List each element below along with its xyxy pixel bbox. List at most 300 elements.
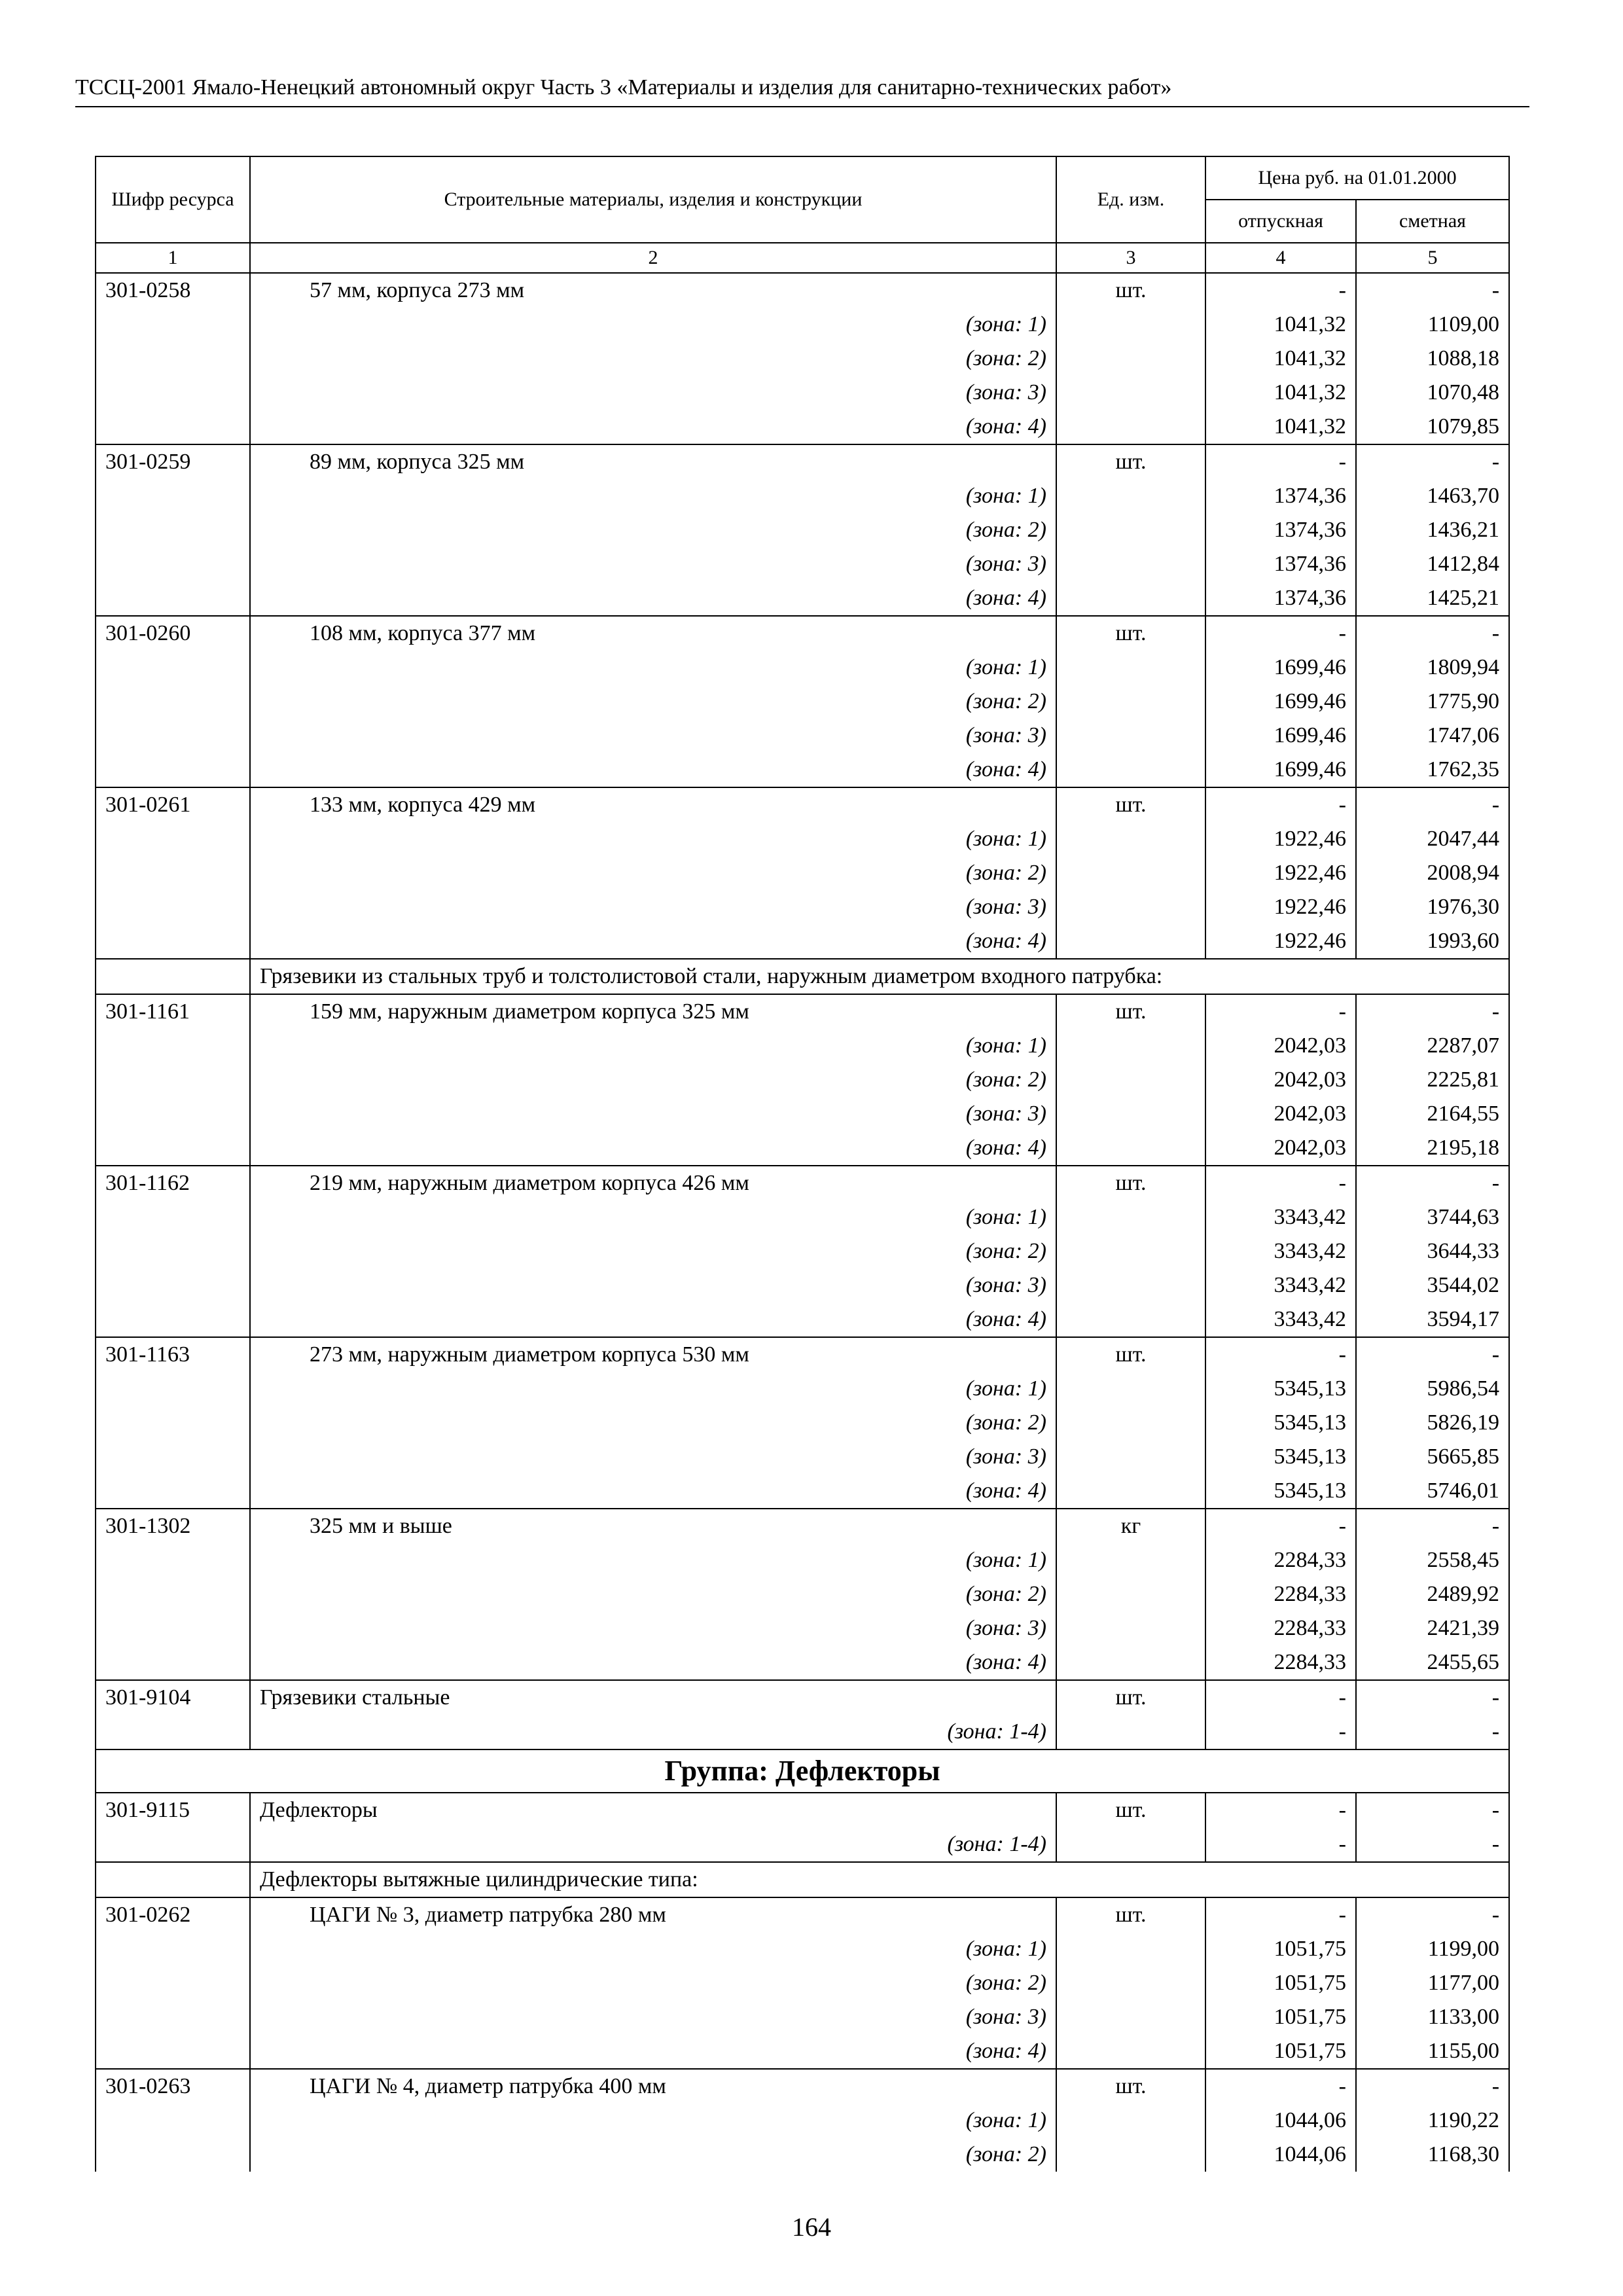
release-price: 1374,36 <box>1205 479 1356 513</box>
resource-code-empty <box>96 1440 250 1474</box>
unit-empty <box>1056 342 1205 376</box>
zone-label: (зона: 1) <box>250 1543 1056 1577</box>
release-price: 1051,75 <box>1205 1932 1356 1966</box>
release-price: 1041,32 <box>1205 308 1356 342</box>
unit-empty <box>1056 651 1205 685</box>
resource-code-empty <box>96 581 250 616</box>
estimate-price: 1168,30 <box>1356 2138 1509 2172</box>
estimate-price: 2421,39 <box>1356 1611 1509 1645</box>
resource-code-empty <box>96 513 250 547</box>
table-row-zone <box>96 651 1509 685</box>
column-number: 5 <box>1356 243 1509 273</box>
table-row-zone <box>96 822 1509 856</box>
release-price: - <box>1205 1793 1356 1827</box>
estimate-price: 1775,90 <box>1356 685 1509 719</box>
unit-empty <box>1056 753 1205 787</box>
resource-code-empty <box>96 685 250 719</box>
release-price: 2042,03 <box>1205 1029 1356 1063</box>
unit-empty <box>1056 822 1205 856</box>
unit-empty <box>1056 890 1205 924</box>
release-price: 1699,46 <box>1205 651 1356 685</box>
header-rule <box>75 106 1529 107</box>
resource-code-empty <box>96 1131 250 1166</box>
unit-empty <box>1056 1097 1205 1131</box>
table-row-zone <box>96 581 1509 616</box>
release-price: 1374,36 <box>1205 581 1356 616</box>
release-price: 5345,13 <box>1205 1440 1356 1474</box>
estimate-price: 2287,07 <box>1356 1029 1509 1063</box>
table-row-zone <box>96 890 1509 924</box>
release-price: - <box>1205 444 1356 479</box>
table-row-item <box>96 1680 1509 1715</box>
table-row-zone <box>96 1302 1509 1337</box>
table-row-zone <box>96 376 1509 410</box>
estimate-price: 1177,00 <box>1356 1966 1509 2000</box>
estimate-price: 2489,92 <box>1356 1577 1509 1611</box>
zone-label: (зона: 2) <box>250 1234 1056 1268</box>
unit-empty <box>1056 513 1205 547</box>
unit-empty <box>1056 1474 1205 1509</box>
estimate-price: - <box>1356 1166 1509 1200</box>
zone-label: (зона: 2) <box>250 513 1056 547</box>
table-row-zone <box>96 1932 1509 1966</box>
release-price: 2284,33 <box>1205 1543 1356 1577</box>
table-row-zone <box>96 479 1509 513</box>
unit: шт. <box>1056 1337 1205 1372</box>
estimate-price: - <box>1356 1793 1509 1827</box>
unit-empty <box>1056 1029 1205 1063</box>
resource-code-empty <box>96 1302 250 1337</box>
resource-code-empty <box>96 1234 250 1268</box>
zone-label: (зона: 1) <box>250 1372 1056 1406</box>
release-price: - <box>1205 2069 1356 2104</box>
estimate-price: 2047,44 <box>1356 822 1509 856</box>
resource-code-empty <box>96 410 250 444</box>
estimate-price: 1463,70 <box>1356 479 1509 513</box>
estimate-price: 1436,21 <box>1356 513 1509 547</box>
resource-code: 301-1162 <box>96 1166 250 1200</box>
zone-label: (зона: 4) <box>250 1131 1056 1166</box>
resource-code: 301-1161 <box>96 994 250 1029</box>
zone-label: (зона: 3) <box>250 2000 1056 2034</box>
estimate-price: - <box>1356 1827 1509 1862</box>
unit: кг <box>1056 1509 1205 1543</box>
table-row-zone <box>96 924 1509 959</box>
estimate-price: 5746,01 <box>1356 1474 1509 1509</box>
release-price: 1374,36 <box>1205 547 1356 581</box>
table-row-item <box>96 1166 1509 1200</box>
zone-label: (зона: 1) <box>250 1029 1056 1063</box>
release-price: 1044,06 <box>1205 2138 1356 2172</box>
unit: шт. <box>1056 1897 1205 1932</box>
estimate-price: 2195,18 <box>1356 1131 1509 1166</box>
unit-empty <box>1056 1966 1205 2000</box>
zone-label: (зона: 4) <box>250 1645 1056 1680</box>
resource-code-empty <box>96 1577 250 1611</box>
header-release: отпускная <box>1205 200 1356 243</box>
zone-label: (зона: 4) <box>250 581 1056 616</box>
release-price: - <box>1205 1337 1356 1372</box>
unit-empty <box>1056 1131 1205 1166</box>
release-price: 1922,46 <box>1205 890 1356 924</box>
resource-code-empty <box>96 856 250 890</box>
material-name: 159 мм, наружным диаметром корпуса 325 мм <box>250 994 1056 1029</box>
resource-code: 301-1163 <box>96 1337 250 1372</box>
table-row-zone <box>96 1474 1509 1509</box>
unit-empty <box>1056 1577 1205 1611</box>
release-price: 5345,13 <box>1205 1474 1356 1509</box>
resource-code-empty <box>96 719 250 753</box>
estimate-price: 3744,63 <box>1356 1200 1509 1234</box>
table-row-zone <box>96 1200 1509 1234</box>
estimate-price: 2225,81 <box>1356 1063 1509 1097</box>
price-table <box>95 156 1510 2172</box>
resource-code-empty <box>96 2104 250 2138</box>
release-price: - <box>1205 1827 1356 1862</box>
column-number: 1 <box>96 243 250 273</box>
resource-code: 301-0259 <box>96 444 250 479</box>
resource-code: 301-0263 <box>96 2069 250 2104</box>
material-name: Дефлекторы <box>250 1793 1056 1827</box>
table-row-zone <box>96 2034 1509 2069</box>
zone-label: (зона: 3) <box>250 1440 1056 1474</box>
unit: шт. <box>1056 444 1205 479</box>
zone-label: (зона: 3) <box>250 1611 1056 1645</box>
resource-code-empty <box>96 1372 250 1406</box>
resource-code: 301-0260 <box>96 616 250 651</box>
resource-code-empty <box>96 1543 250 1577</box>
zone-label: (зона: 2) <box>250 2138 1056 2172</box>
estimate-price: 1762,35 <box>1356 753 1509 787</box>
resource-code: 301-9104 <box>96 1680 250 1715</box>
table-row-zone <box>96 1372 1509 1406</box>
table-row-item <box>96 787 1509 822</box>
table-row-zone <box>96 1268 1509 1302</box>
estimate-price: 1747,06 <box>1356 719 1509 753</box>
table-row-zone <box>96 1063 1509 1097</box>
unit-empty <box>1056 1234 1205 1268</box>
unit-empty <box>1056 2034 1205 2069</box>
column-number: 2 <box>250 243 1056 273</box>
table-row-zone <box>96 685 1509 719</box>
header-name: Строительные материалы, изделия и конструкции <box>250 156 1056 243</box>
release-price: - <box>1205 1166 1356 1200</box>
unit-empty <box>1056 1063 1205 1097</box>
material-name: 89 мм, корпуса 325 мм <box>250 444 1056 479</box>
estimate-price: 5826,19 <box>1356 1406 1509 1440</box>
resource-code-empty <box>96 1097 250 1131</box>
estimate-price: 3644,33 <box>1356 1234 1509 1268</box>
material-name: 108 мм, корпуса 377 мм <box>250 616 1056 651</box>
table-row-item <box>96 1897 1509 1932</box>
header-unit: Ед. изм. <box>1056 156 1205 243</box>
unit: шт. <box>1056 616 1205 651</box>
resource-code-empty <box>96 1474 250 1509</box>
zone-label: (зона: 1) <box>250 1932 1056 1966</box>
zone-label: (зона: 4) <box>250 2034 1056 2069</box>
unit-empty <box>1056 308 1205 342</box>
page-number: 164 <box>792 2212 831 2242</box>
unit-empty <box>1056 1302 1205 1337</box>
unit-empty <box>1056 1200 1205 1234</box>
resource-code-empty <box>96 1715 250 1749</box>
zone-label: (зона: 2) <box>250 342 1056 376</box>
estimate-price: 2008,94 <box>1356 856 1509 890</box>
unit-empty <box>1056 719 1205 753</box>
release-price: 1922,46 <box>1205 822 1356 856</box>
table-row-item <box>96 616 1509 651</box>
resource-code-empty <box>96 1932 250 1966</box>
release-price: 2042,03 <box>1205 1097 1356 1131</box>
table-row-zone <box>96 1827 1509 1862</box>
unit-empty <box>1056 1440 1205 1474</box>
estimate-price: 1070,48 <box>1356 376 1509 410</box>
estimate-price: - <box>1356 1680 1509 1715</box>
release-price: - <box>1205 616 1356 651</box>
table-row-item <box>96 2069 1509 2104</box>
zone-label: (зона: 1) <box>250 822 1056 856</box>
table-row-zone <box>96 856 1509 890</box>
group-title: Группа: Дефлекторы <box>96 1749 1509 1793</box>
estimate-price: 1088,18 <box>1356 342 1509 376</box>
estimate-price: 2558,45 <box>1356 1543 1509 1577</box>
estimate-price: 1155,00 <box>1356 2034 1509 2069</box>
zone-label: (зона: 1-4) <box>250 1827 1056 1862</box>
table-row-zone <box>96 2138 1509 2172</box>
estimate-price: 1976,30 <box>1356 890 1509 924</box>
table-body <box>96 273 1509 2172</box>
table-row-zone <box>96 513 1509 547</box>
zone-label: (зона: 4) <box>250 1302 1056 1337</box>
unit-empty <box>1056 2000 1205 2034</box>
release-price: 1922,46 <box>1205 856 1356 890</box>
release-price: 1051,75 <box>1205 1966 1356 2000</box>
unit-empty <box>1056 1932 1205 1966</box>
resource-code-empty <box>96 1200 250 1234</box>
resource-code-empty <box>96 1862 250 1897</box>
table-row-zone <box>96 1234 1509 1268</box>
page-header: ТССЦ-2001 Ямало-Ненецкий автономный округ Часть 3 «Материалы и изделия для санитарно-технических работ» <box>75 75 1172 99</box>
resource-code-empty <box>96 547 250 581</box>
unit-empty <box>1056 376 1205 410</box>
table-row-subheading <box>96 1862 1509 1897</box>
table-row-zone <box>96 1406 1509 1440</box>
header-estimate: сметная <box>1356 200 1509 243</box>
estimate-price: - <box>1356 1897 1509 1932</box>
resource-code-empty <box>96 1611 250 1645</box>
release-price: 1051,75 <box>1205 2000 1356 2034</box>
resource-code-empty <box>96 890 250 924</box>
unit-empty <box>1056 479 1205 513</box>
zone-label: (зона: 4) <box>250 753 1056 787</box>
zone-label: (зона: 1) <box>250 308 1056 342</box>
release-price: 3343,42 <box>1205 1234 1356 1268</box>
unit-empty <box>1056 547 1205 581</box>
zone-label: (зона: 2) <box>250 1577 1056 1611</box>
material-name: ЦАГИ № 4, диаметр патрубка 400 мм <box>250 2069 1056 2104</box>
table-row-zone <box>96 2104 1509 2138</box>
zone-label: (зона: 4) <box>250 1474 1056 1509</box>
estimate-price: 5986,54 <box>1356 1372 1509 1406</box>
resource-code-empty <box>96 2000 250 2034</box>
unit-empty <box>1056 1715 1205 1749</box>
table-row-item <box>96 994 1509 1029</box>
resource-code-empty <box>96 1406 250 1440</box>
resource-code-empty <box>96 1268 250 1302</box>
table-row-zone <box>96 1543 1509 1577</box>
release-price: 1699,46 <box>1205 753 1356 787</box>
resource-code-empty <box>96 1029 250 1063</box>
resource-code: 301-9115 <box>96 1793 250 1827</box>
estimate-price: 1133,00 <box>1356 2000 1509 2034</box>
release-price: 5345,13 <box>1205 1406 1356 1440</box>
estimate-price: - <box>1356 1509 1509 1543</box>
table-row-subheading <box>96 959 1509 994</box>
estimate-price: 1993,60 <box>1356 924 1509 959</box>
zone-label: (зона: 2) <box>250 1966 1056 2000</box>
column-number: 3 <box>1056 243 1205 273</box>
unit-empty <box>1056 1372 1205 1406</box>
estimate-price: 1190,22 <box>1356 2104 1509 2138</box>
zone-label: (зона: 1) <box>250 2104 1056 2138</box>
resource-code-empty <box>96 959 250 994</box>
zone-label: (зона: 3) <box>250 890 1056 924</box>
zone-label: (зона: 1) <box>250 479 1056 513</box>
table-row-item <box>96 1337 1509 1372</box>
estimate-price: 1425,21 <box>1356 581 1509 616</box>
zone-label: (зона: 3) <box>250 1097 1056 1131</box>
zone-label: (зона: 2) <box>250 685 1056 719</box>
release-price: 1374,36 <box>1205 513 1356 547</box>
zone-label: (зона: 1-4) <box>250 1715 1056 1749</box>
release-price: 2042,03 <box>1205 1063 1356 1097</box>
estimate-price: - <box>1356 1715 1509 1749</box>
unit-empty <box>1056 1645 1205 1680</box>
resource-code-empty <box>96 2034 250 2069</box>
estimate-price: 2455,65 <box>1356 1645 1509 1680</box>
table-row-zone <box>96 1097 1509 1131</box>
unit-empty <box>1056 581 1205 616</box>
zone-label: (зона: 4) <box>250 924 1056 959</box>
unit-empty <box>1056 2138 1205 2172</box>
resource-code-empty <box>96 1966 250 2000</box>
estimate-price: 1079,85 <box>1356 410 1509 444</box>
table-row-zone <box>96 1440 1509 1474</box>
table-row-zone <box>96 547 1509 581</box>
resource-code-empty <box>96 822 250 856</box>
release-price: 1044,06 <box>1205 2104 1356 2138</box>
material-name: 325 мм и выше <box>250 1509 1056 1543</box>
release-price: - <box>1205 1897 1356 1932</box>
table-row-zone <box>96 1611 1509 1645</box>
table-row-zone <box>96 1966 1509 2000</box>
unit-empty <box>1056 1611 1205 1645</box>
release-price: 1041,32 <box>1205 410 1356 444</box>
table-row-zone <box>96 1645 1509 1680</box>
release-price: - <box>1205 273 1356 308</box>
table-row-zone <box>96 1131 1509 1166</box>
zone-label: (зона: 3) <box>250 376 1056 410</box>
release-price: 3343,42 <box>1205 1268 1356 1302</box>
zone-label: (зона: 2) <box>250 856 1056 890</box>
header-price-group: Цена руб. на 01.01.2000 <box>1205 156 1509 200</box>
release-price: 1922,46 <box>1205 924 1356 959</box>
table-row-zone <box>96 1715 1509 1749</box>
table-row-zone <box>96 719 1509 753</box>
release-price: - <box>1205 994 1356 1029</box>
resource-code: 301-1302 <box>96 1509 250 1543</box>
resource-code-empty <box>96 1827 250 1862</box>
release-price: 1051,75 <box>1205 2034 1356 2069</box>
unit: шт. <box>1056 1793 1205 1827</box>
release-price: 1699,46 <box>1205 719 1356 753</box>
table-row-zone <box>96 1029 1509 1063</box>
table-row-zone <box>96 308 1509 342</box>
zone-label: (зона: 3) <box>250 547 1056 581</box>
resource-code-empty <box>96 342 250 376</box>
release-price: - <box>1205 787 1356 822</box>
resource-code-empty <box>96 1063 250 1097</box>
release-price: 1041,32 <box>1205 376 1356 410</box>
zone-label: (зона: 2) <box>250 1063 1056 1097</box>
unit-empty <box>1056 1406 1205 1440</box>
unit-empty <box>1056 1827 1205 1862</box>
unit: шт. <box>1056 787 1205 822</box>
table-row-item <box>96 1793 1509 1827</box>
resource-code: 301-0262 <box>96 1897 250 1932</box>
zone-label: (зона: 1) <box>250 651 1056 685</box>
unit-empty <box>1056 685 1205 719</box>
subheading-text: Грязевики из стальных труб и толстолистовой стали, наружным диаметром входного патрубка: <box>250 959 1509 994</box>
zone-label: (зона: 4) <box>250 410 1056 444</box>
estimate-price: - <box>1356 787 1509 822</box>
release-price: 2284,33 <box>1205 1645 1356 1680</box>
unit: шт. <box>1056 1680 1205 1715</box>
table-row-item <box>96 1509 1509 1543</box>
resource-code: 301-0261 <box>96 787 250 822</box>
subheading-text: Дефлекторы вытяжные цилиндрические типа: <box>250 1862 1509 1897</box>
zone-label: (зона: 3) <box>250 719 1056 753</box>
estimate-price: 3594,17 <box>1356 1302 1509 1337</box>
release-price: - <box>1205 1715 1356 1749</box>
material-name: ЦАГИ № 3, диаметр патрубка 280 мм <box>250 1897 1056 1932</box>
material-name: 219 мм, наружным диаметром корпуса 426 мм <box>250 1166 1056 1200</box>
unit: шт. <box>1056 1166 1205 1200</box>
table-row-zone <box>96 2000 1509 2034</box>
resource-code-empty <box>96 651 250 685</box>
release-price: 2284,33 <box>1205 1611 1356 1645</box>
release-price: 5345,13 <box>1205 1372 1356 1406</box>
estimate-price: 1109,00 <box>1356 308 1509 342</box>
unit-empty <box>1056 1543 1205 1577</box>
material-name: 273 мм, наружным диаметром корпуса 530 мм <box>250 1337 1056 1372</box>
estimate-price: 5665,85 <box>1356 1440 1509 1474</box>
release-price: 3343,42 <box>1205 1302 1356 1337</box>
resource-code-empty <box>96 1645 250 1680</box>
resource-code-empty <box>96 924 250 959</box>
resource-code-empty <box>96 479 250 513</box>
release-price: - <box>1205 1680 1356 1715</box>
unit-empty <box>1056 2104 1205 2138</box>
resource-code-empty <box>96 2138 250 2172</box>
estimate-price: - <box>1356 1337 1509 1372</box>
table-row-zone <box>96 1577 1509 1611</box>
table-row-zone <box>96 342 1509 376</box>
material-name: Грязевики стальные <box>250 1680 1056 1715</box>
zone-label: (зона: 2) <box>250 1406 1056 1440</box>
unit: шт. <box>1056 994 1205 1029</box>
material-name: 133 мм, корпуса 429 мм <box>250 787 1056 822</box>
